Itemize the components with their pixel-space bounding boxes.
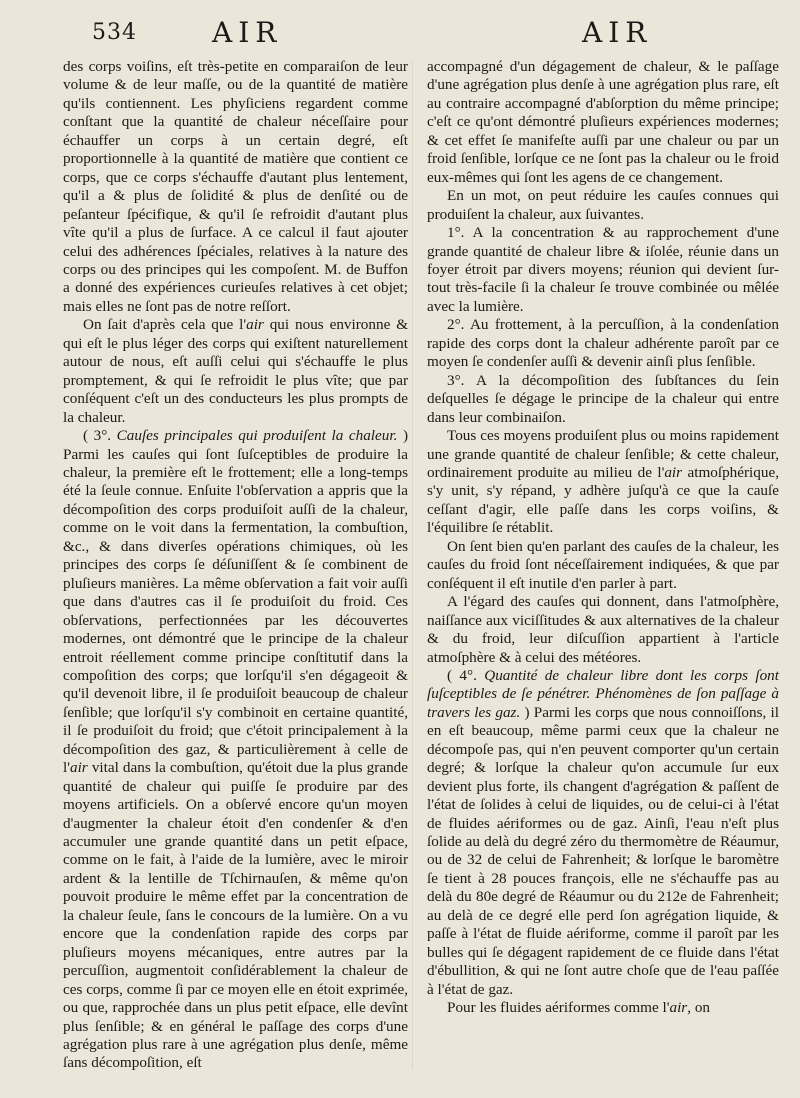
paragraph: En un mot, on peut réduire les cauſes connues qui produiſent la chaleur, aux ſuivantes. xyxy=(427,187,779,223)
page-header xyxy=(0,14,800,54)
section-paragraph xyxy=(427,667,779,999)
text-run: Tous ces moyens produiſent plus ou moins rapidement une grande quantité de chaleur ſenſible; & cette chaleur, ordinairement produite au milieu de l' xyxy=(427,427,779,481)
italic-term: air xyxy=(669,999,688,1017)
paragraph: On ſent bien qu'en parlant des cauſes de la chaleur, les cauſes du froid ſont néceſſairement indiquées, & que par conſéquent il eſt inutile d'en parler à part. xyxy=(427,537,779,592)
paragraph: accompagné d'un dégagement de chaleur, & le paſſage d'une agrégation plus denſe à une agrégation plus rare, eſt au contraire accompagné d'abſorption du même principe; c'eſt ce qu'ont démontré pluſieurs expériences modernes; & cet effet ſe manifeſte auſſi par une chaleur ou par un froid ſenſible, lorſque ce ne ſont pas la chaleur ou le froid eux-mêmes qui ſont les agens de ce changement. xyxy=(427,58,779,186)
section-heading: Cauſes principales qui produiſent la chaleur. xyxy=(116,427,398,445)
list-paragraph: 3°. A la décompoſition des ſubſtances du ſein deſquelles ſe dégage le principe de la chaleur qui entre dans leur combinaiſon. xyxy=(427,371,779,426)
section-number: ( 3°. xyxy=(83,427,117,445)
italic-term: air xyxy=(664,463,683,481)
paragraph xyxy=(427,427,779,538)
text-run: , on xyxy=(687,999,710,1017)
list-paragraph: 2°. Au frottement, à la percuſſion, à la condenſation rapide des corps dont la chaleur adhérente paroît par ce moyen ſe condenſer auſſi & devenir ainſi plus ſenſible. xyxy=(427,316,779,371)
section-paragraph xyxy=(63,427,408,1073)
running-head-left: AIR xyxy=(212,16,283,49)
text-run: ) Parmi les corps que nous connoiſſons, il en eſt beaucoup, même parmi ceux que la chaleur ne décompoſe pas, qui n'en peuvent comporter qu'un certain degré; & lorſque la chaleur qu'on accumule ſur eux devient plus forte, ils changent d'agrégation & paſſent de l'état de ſolides à celui de liquides, ou de celui-ci à l'état de fluides aériformes ou de gaz. Ainſi, l'eau n'eſt plus ſolide au delà du degré zéro du thermomètre de Réaumur, ou de 32 de celui de Fahrenheit; & lorſque le baromètre ſe tient à 28 pouces françois, elle ne s'échauffe pas au delà du 80e degré de Réaumur ou du 212e de Fahrenheit; au delà de ce degré elle perd ſon agrégation liquide, & paſſe à l'état de fluide aériforme, comme il paroît par les bulles qui ſe dégagent rapidement de ce fluide dans l'état d'ébullition, & qui ne ſont autre choſe que de l'eau paſſée à l'état de gaz. xyxy=(427,703,779,998)
text-run: atmoſphérique, s'y unit, s'y répand, y adhère juſqu'à ce que la cauſe ceſſant d'agir, elle paſſe dans les corps voiſins, & l'équilibre ſe rétablit. xyxy=(427,463,779,537)
page-number: 534 xyxy=(92,20,137,45)
paragraph xyxy=(63,316,408,427)
right-column xyxy=(427,58,779,1018)
paragraph xyxy=(427,999,779,1017)
text-run: vital dans la combuſtion, qu'étoit due la plus grande quantité de chaleur qui puiſſe ſe produire par des moyens artificiels. On a obſervé encore qu'un moyen d'augmenter la chaleur étoit d'en condenſer & d'en accumuler une grande quantité dans un petit eſpace, comme on le fait, à l'aide de la lumière, avec le miroir ardent & la lentille de Tſchirnauſen, & même qu'on pouvoit produire le même effet par la concentration de la chaleur ſeule, ſans le concours de la lumière. On a vu encore que la condenſation rapide des corps par pluſieurs moyens mécaniques, entre autres par la percuſſion, augmentoit conſidérablement la chaleur de ces corps, comme ſi par ce moyen elle en étoit exprimée, ou que, rapprochée dans un plus petit eſpace, elle devînt plus ſenſible; & en général le paſſage des corps d'une agrégation plus rare à une agrégation plus denſe, même ſans décompoſition, eſt xyxy=(63,759,408,1072)
section-number: ( 4°. xyxy=(447,666,485,684)
text-run: Pour les fluides aériformes comme l' xyxy=(447,999,670,1017)
italic-term: air xyxy=(69,759,88,777)
running-head-right: AIR xyxy=(582,16,653,49)
section-heading: Quantité de chaleur libre dont les corps ſont ſuſceptibles de ſe pénétrer. Phénomènes de ſon paſſage à travers les gaz. xyxy=(427,666,779,721)
left-column xyxy=(63,58,408,1073)
italic-term: air xyxy=(246,316,264,334)
paragraph: des corps voiſins, eſt très-petite en comparaiſon de leur volume & de leur maſſe, ou de la quantité de matière qu'ils contiennent. Les phyſiciens regardent comme conſtant que la quantité de chaleur néceſſaire pour échauffer un corps à un certain degré, eſt proportionnelle à la quantité de matière que contient ce corps, que ce corps s'échauffe d'autant plus lentement, qu'il a & plus de ſolidité & plus de denſité ou de peſanteur ſpécifique, & qu'il ſe refroidit d'autant plus vîte qu'il a plus de ſurface. A ce calcul il faut ajouter celui des adhérences ſpéciales, relatives à la nature des corps ou des principes qui les compoſent. M. de Buffon a donné des expériences curieuſes relatives à cet objet; mais elles ne ſont pas de notre reſſort. xyxy=(63,58,408,315)
text-run: On ſait d'après cela que l' xyxy=(83,316,247,334)
column-gutter xyxy=(412,60,413,1070)
paragraph: A l'égard des cauſes qui donnent, dans l'atmoſphère, naiſſance aux viciſſitudes & aux alternatives de la chaleur & du froid, leur diſcuſſion appartient à l'article atmoſphère & à celui des météores. xyxy=(427,593,779,666)
text-run: qui nous environne & qui eſt le plus léger des corps qui exiſtent naturellement autour de nous, eſt auſſi celui qui s'échauffe le plus promptement, & qui ſe refroidit le plus vîte; que par conſéquent c'eſt un des conducteurs les plus prompts de la chaleur. xyxy=(63,316,409,426)
text-run: ) Parmi les cauſes qui ſont ſuſceptibles de produire la chaleur, la première eſt le frottement; elle a long-temps été la ſeule connue. Enſuite l'obſervation a appris que la décompoſition des corps produiſoit auſſi de la chaleur, comme on le voit dans la fermentation, la combuſtion, &c., & dans diverſes opérations chimiques, où les principes des corps ſe déſuniſſent & ſe combinent de pluſieurs manières. La même obſervation a fait voir auſſi que dans d'autres cas il ſe produiſoit du froid. Ces obſervations, perfectionnées par les découvertes modernes, ont démontré que le principe de la chaleur entroit réellement comme principe conſtitutif dans la compoſition des corps; que lorſqu'il s'en dégageoit & qu'il devenoit libre, il ſe produiſoit beaucoup de chaleur ſenſible; que lorſqu'il s'y combinoit en certaine quantité, il ſe produiſoit du froid; que c'étoit principalement à la décompoſition des gaz, & particulièrement à celle de l' xyxy=(63,427,409,777)
list-paragraph: 1°. A la concentration & au rapprochement d'une grande quantité de chaleur libre & iſolée, réunie dans un foyer étroit par divers moyens; réunion qui devient ſur-tout très-facile ſi la chaleur ſe trouve combinée ou mêlée avec la lumière. xyxy=(427,224,779,315)
